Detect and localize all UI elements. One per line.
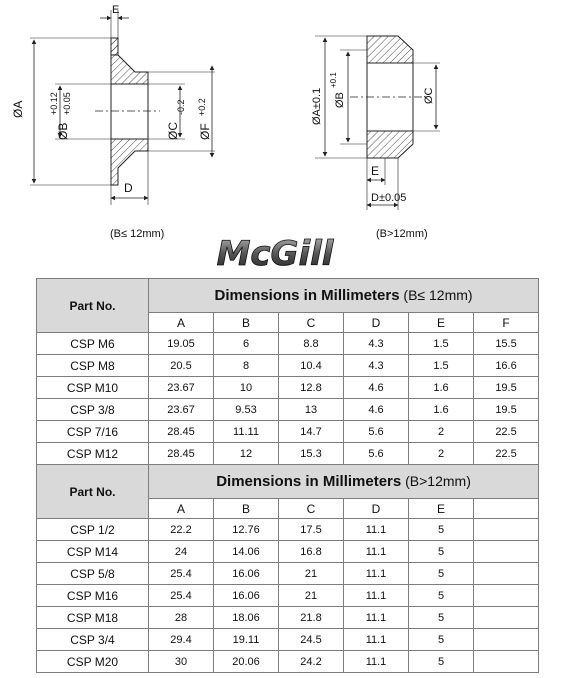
dimension-cell: 15.3 [279, 443, 344, 465]
dimension-cell: 12.76 [214, 519, 279, 541]
table-row [37, 399, 539, 421]
dimensions-title-units: Dimensions in Millimeters [216, 473, 402, 490]
dimension-cell: 5.6 [344, 443, 409, 465]
dimension-cell: 4.3 [344, 333, 409, 355]
part-number-cell: CSP M12 [37, 443, 149, 465]
left-drawing-caption: (B≤ 12mm) [110, 228, 165, 240]
dimension-cell: 15.5 [474, 333, 539, 355]
dimension-cell: 1.6 [409, 377, 474, 399]
dimension-cell: 14.06 [214, 541, 279, 563]
dimension-cell: 28.45 [149, 421, 214, 443]
dimension-cell [474, 651, 539, 673]
part-number-cell: CSP 7/16 [37, 421, 149, 443]
part-number-cell: CSP 5/8 [37, 563, 149, 585]
dimension-cell: 10.4 [279, 355, 344, 377]
dimension-cell [474, 541, 539, 563]
table-small-bore [37, 279, 539, 465]
dimensions-title-units: Dimensions in Millimeters [214, 287, 400, 304]
dimension-cell: 22.5 [474, 421, 539, 443]
dimension-cell: 2 [409, 421, 474, 443]
part-number-cell: CSP M18 [37, 607, 149, 629]
left-dim-a: ØA [11, 100, 25, 118]
dimension-cell: 23.67 [149, 399, 214, 421]
right-dim-d: D±0.05 [371, 192, 407, 204]
dimension-cell: 18.06 [214, 607, 279, 629]
right-drawing-caption: (B>12mm) [376, 228, 428, 240]
dimension-cell: 16.6 [474, 355, 539, 377]
left-dim-d: D [124, 181, 133, 195]
dimension-cell: 5 [409, 519, 474, 541]
left-dim-b-tol-up: +0.12 [49, 92, 59, 115]
dimension-cell: 24 [149, 541, 214, 563]
dimension-cell: 20.06 [214, 651, 279, 673]
column-letter: A [149, 313, 214, 333]
dimension-cell: 16.06 [214, 563, 279, 585]
dimension-cell [474, 607, 539, 629]
dimension-cell: 4.6 [344, 399, 409, 421]
dimensions-title-condition: (B>12mm) [401, 473, 471, 489]
dimension-cell: 19.5 [474, 399, 539, 421]
table-row [37, 377, 539, 399]
dimension-cell [474, 629, 539, 651]
part-number-cell: CSP 1/2 [37, 519, 149, 541]
dimension-cell: 5 [409, 607, 474, 629]
table-row [37, 585, 539, 607]
table-row [37, 651, 539, 673]
part-number-cell: CSP M20 [37, 651, 149, 673]
column-letter: E [409, 499, 474, 519]
part-no-header: Part No. [37, 279, 149, 333]
right-dim-b-tol: +0.1 [329, 72, 338, 88]
right-dim-a: ØA±0.1 [311, 87, 323, 125]
right-dim-c: ØC [423, 87, 435, 104]
dimension-cell: 5 [409, 629, 474, 651]
column-letter [474, 499, 539, 519]
column-letter: C [279, 313, 344, 333]
dimension-cell: 11.1 [344, 607, 409, 629]
dimension-cell: 28 [149, 607, 214, 629]
dimension-cell: 16.06 [214, 585, 279, 607]
dimension-cell: 16.8 [279, 541, 344, 563]
dimension-cell: 11.1 [344, 585, 409, 607]
logo-text: McGill [216, 234, 334, 272]
part-number-cell: CSP M16 [37, 585, 149, 607]
column-letter: B [214, 499, 279, 519]
dimension-cell: 19.11 [214, 629, 279, 651]
dimension-cell: 2 [409, 443, 474, 465]
right-dim-b: ØB [334, 92, 346, 108]
dimension-cell: 9.53 [214, 399, 279, 421]
dimensions-table [36, 278, 539, 673]
dimension-cell: 6 [214, 333, 279, 355]
left-dim-f-tol: +0.2 [197, 98, 207, 116]
dimension-cell: 24.5 [279, 629, 344, 651]
dimensions-title [149, 279, 539, 313]
dimension-cell: 1.5 [409, 355, 474, 377]
dimension-cell: 13 [279, 399, 344, 421]
dimension-cell: 28.45 [149, 443, 214, 465]
dimension-cell: 11.1 [344, 629, 409, 651]
right-flange-drawing [315, 36, 440, 210]
dimension-cell [474, 585, 539, 607]
left-dim-e: E [112, 4, 120, 16]
dimension-cell: 22.5 [474, 443, 539, 465]
dimension-cell: 30 [149, 651, 214, 673]
dimensions-title [149, 465, 539, 499]
dimension-cell: 12.8 [279, 377, 344, 399]
dimension-cell: 19.05 [149, 333, 214, 355]
table-row [37, 333, 539, 355]
dimension-cell: 20.5 [149, 355, 214, 377]
dimension-cell: 11.1 [344, 651, 409, 673]
column-letter: A [149, 499, 214, 519]
table-row [37, 541, 539, 563]
dimension-cell: 11.11 [214, 421, 279, 443]
dimension-cell: 14.7 [279, 421, 344, 443]
column-letter: C [279, 499, 344, 519]
dimensions-title-condition: (B≤ 12mm) [399, 287, 473, 303]
dimension-cell: 8 [214, 355, 279, 377]
column-letter: B [214, 313, 279, 333]
dimension-cell: 4.3 [344, 355, 409, 377]
dimension-cell: 21 [279, 563, 344, 585]
table-row [37, 443, 539, 465]
table-row [37, 607, 539, 629]
dimension-cell: 24.2 [279, 651, 344, 673]
dimension-cell [474, 563, 539, 585]
dimension-cell: 5.6 [344, 421, 409, 443]
table-row [37, 355, 539, 377]
dimension-cell: 25.4 [149, 563, 214, 585]
part-number-cell: CSP M6 [37, 333, 149, 355]
dimension-cell: 25.4 [149, 585, 214, 607]
table-row [37, 421, 539, 443]
table-large-bore [37, 465, 539, 673]
left-dim-c-tol: -0.2 [176, 99, 186, 115]
dimension-cell: 4.6 [344, 377, 409, 399]
dimension-cell: 22.2 [149, 519, 214, 541]
dimension-cell: 11.1 [344, 519, 409, 541]
part-number-cell: CSP M14 [37, 541, 149, 563]
dimension-cell: 5 [409, 585, 474, 607]
table-row [37, 519, 539, 541]
dimension-cell: 11.1 [344, 541, 409, 563]
dimension-cell: 1.5 [409, 333, 474, 355]
part-number-cell: CSP M10 [37, 377, 149, 399]
mcgill-logo [195, 234, 355, 272]
column-letter: E [409, 313, 474, 333]
dimension-cell: 5 [409, 563, 474, 585]
dimension-cell: 8.8 [279, 333, 344, 355]
dimension-cell: 12 [214, 443, 279, 465]
dimension-cell: 5 [409, 541, 474, 563]
table-row [37, 629, 539, 651]
part-no-header: Part No. [37, 465, 149, 519]
part-number-cell: CSP 3/4 [37, 629, 149, 651]
left-dim-b: ØB [56, 122, 70, 140]
dimension-cell: 21 [279, 585, 344, 607]
dimension-cell: 11.1 [344, 563, 409, 585]
right-dim-e: E [371, 164, 380, 178]
part-number-cell: CSP M8 [37, 355, 149, 377]
left-dim-b-tol-dn: +0.05 [62, 92, 72, 115]
dimension-cell: 17.5 [279, 519, 344, 541]
dimension-cell: 10 [214, 377, 279, 399]
left-dim-c: ØC [166, 122, 180, 140]
part-number-cell: CSP 3/8 [37, 399, 149, 421]
column-letter: D [344, 499, 409, 519]
dimension-cell: 19.5 [474, 377, 539, 399]
dimension-cell: 29.4 [149, 629, 214, 651]
left-dim-f: ØF [198, 123, 212, 140]
dimension-cell: 21.8 [279, 607, 344, 629]
dimension-cell [474, 519, 539, 541]
dimension-cell: 5 [409, 651, 474, 673]
dimension-cell: 1.6 [409, 399, 474, 421]
dimension-cell: 23.67 [149, 377, 214, 399]
column-letter: D [344, 313, 409, 333]
column-letter: F [474, 313, 539, 333]
table-row [37, 563, 539, 585]
technical-drawings [0, 0, 570, 262]
